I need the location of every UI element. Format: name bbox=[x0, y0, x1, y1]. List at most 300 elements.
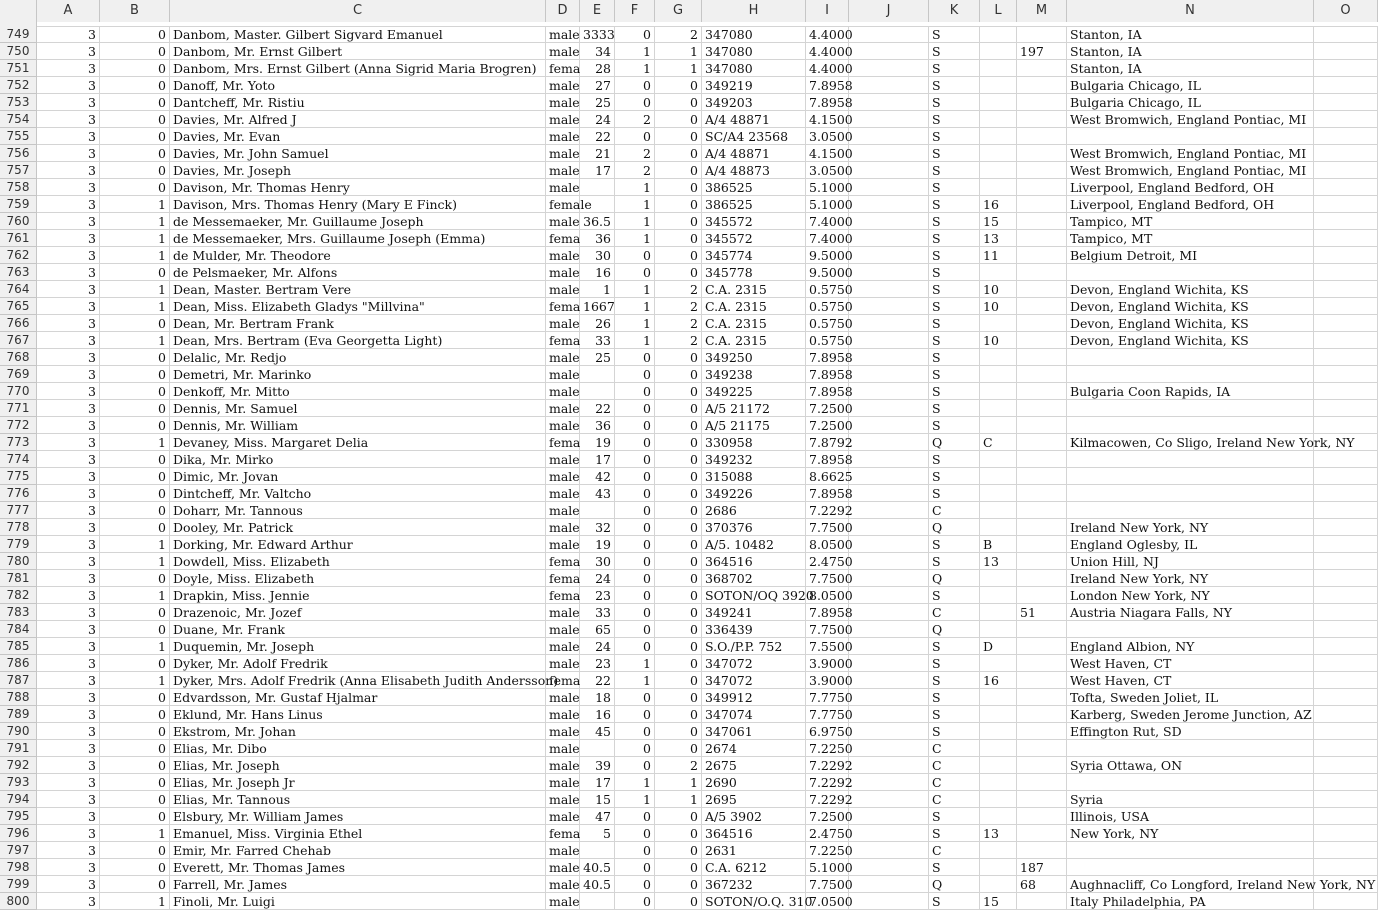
cell-m[interactable]: 68 bbox=[1017, 876, 1067, 893]
cell-d[interactable]: male bbox=[546, 349, 580, 366]
cell-j[interactable] bbox=[849, 451, 929, 468]
cell-f[interactable]: 0 bbox=[615, 570, 655, 587]
cell-f[interactable]: 0 bbox=[615, 247, 655, 264]
cell-b[interactable]: 0 bbox=[100, 791, 170, 808]
cell-e[interactable]: 30 bbox=[580, 247, 615, 264]
cell-j[interactable] bbox=[849, 536, 929, 553]
cell-h[interactable]: C.A. 2315 bbox=[702, 315, 806, 332]
cell-m[interactable] bbox=[1017, 264, 1067, 281]
column-header-g[interactable]: G bbox=[655, 0, 702, 22]
cell-m[interactable] bbox=[1017, 485, 1067, 502]
cell-k[interactable]: C bbox=[929, 791, 980, 808]
cell-l[interactable] bbox=[980, 842, 1017, 859]
cell-n[interactable]: West Bromwich, England Pontiac, MI bbox=[1067, 145, 1314, 162]
row-header[interactable]: 792 bbox=[0, 757, 37, 774]
cell-e[interactable]: 16 bbox=[580, 264, 615, 281]
cell-b[interactable]: 0 bbox=[100, 77, 170, 94]
cell-e[interactable]: 19 bbox=[580, 434, 615, 451]
cell-n[interactable]: Bulgaria Chicago, IL bbox=[1067, 77, 1314, 94]
cell-l[interactable]: 15 bbox=[980, 893, 1017, 910]
cell-c[interactable]: Davies, Mr. John Samuel bbox=[170, 145, 546, 162]
cell-l[interactable]: D bbox=[980, 638, 1017, 655]
cell-e[interactable]: 30 bbox=[580, 553, 615, 570]
cell-g[interactable]: 0 bbox=[655, 434, 702, 451]
cell-i[interactable]: 7.8958 bbox=[806, 366, 849, 383]
cell-n[interactable]: Stanton, IA bbox=[1067, 26, 1314, 43]
cell-k[interactable]: S bbox=[929, 893, 980, 910]
cell-b[interactable]: 0 bbox=[100, 162, 170, 179]
cell-a[interactable]: 3 bbox=[37, 604, 100, 621]
cell-m[interactable]: 187 bbox=[1017, 859, 1067, 876]
cell-f[interactable]: 2 bbox=[615, 145, 655, 162]
cell-d[interactable]: male bbox=[546, 604, 580, 621]
cell-i[interactable]: 7.0500 bbox=[806, 893, 849, 910]
cell-n[interactable]: West Haven, CT bbox=[1067, 672, 1314, 689]
cell-c[interactable]: Dyker, Mrs. Adolf Fredrik (Anna Elisabeth Judith Andersson) bbox=[170, 672, 546, 689]
cell-l[interactable] bbox=[980, 570, 1017, 587]
cell-k[interactable]: S bbox=[929, 553, 980, 570]
cell-g[interactable]: 2 bbox=[655, 281, 702, 298]
cell-c[interactable]: Emanuel, Miss. Virginia Ethel bbox=[170, 825, 546, 842]
cell-e[interactable]: 16 bbox=[580, 706, 615, 723]
cell-j[interactable] bbox=[849, 570, 929, 587]
cell-l[interactable] bbox=[980, 621, 1017, 638]
cell-n[interactable]: Liverpool, England Bedford, OH bbox=[1067, 196, 1314, 213]
cell-b[interactable]: 0 bbox=[100, 570, 170, 587]
cell-m[interactable] bbox=[1017, 145, 1067, 162]
cell-k[interactable]: Q bbox=[929, 570, 980, 587]
cell-g[interactable]: 0 bbox=[655, 485, 702, 502]
cell-b[interactable]: 0 bbox=[100, 757, 170, 774]
cell-l[interactable] bbox=[980, 502, 1017, 519]
row-header[interactable]: 768 bbox=[0, 349, 37, 366]
cell-o[interactable] bbox=[1314, 366, 1378, 383]
cell-m[interactable] bbox=[1017, 638, 1067, 655]
cell-l[interactable]: C bbox=[980, 434, 1017, 451]
row-header[interactable]: 785 bbox=[0, 638, 37, 655]
cell-e[interactable]: 24 bbox=[580, 111, 615, 128]
cell-b[interactable]: 0 bbox=[100, 315, 170, 332]
row-header[interactable]: 800 bbox=[0, 893, 37, 910]
cell-h[interactable]: 2631 bbox=[702, 842, 806, 859]
cell-b[interactable]: 0 bbox=[100, 26, 170, 43]
cell-g[interactable]: 2 bbox=[655, 26, 702, 43]
cell-d[interactable]: male bbox=[546, 791, 580, 808]
cell-a[interactable]: 3 bbox=[37, 655, 100, 672]
cell-i[interactable]: 5.1000 bbox=[806, 196, 849, 213]
cell-o[interactable] bbox=[1314, 349, 1378, 366]
cell-i[interactable]: 4.4000 bbox=[806, 43, 849, 60]
cell-g[interactable]: 0 bbox=[655, 111, 702, 128]
cell-f[interactable]: 1 bbox=[615, 196, 655, 213]
cell-n[interactable]: Devon, England Wichita, KS bbox=[1067, 298, 1314, 315]
cell-e[interactable]: 22 bbox=[580, 128, 615, 145]
cell-f[interactable]: 0 bbox=[615, 723, 655, 740]
cell-f[interactable]: 0 bbox=[615, 893, 655, 910]
cell-c[interactable]: Elias, Mr. Tannous bbox=[170, 791, 546, 808]
cell-b[interactable]: 0 bbox=[100, 842, 170, 859]
cell-l[interactable] bbox=[980, 876, 1017, 893]
cell-k[interactable]: S bbox=[929, 128, 980, 145]
cell-n[interactable]: New York, NY bbox=[1067, 825, 1314, 842]
cell-g[interactable]: 0 bbox=[655, 417, 702, 434]
cell-d[interactable]: female bbox=[546, 196, 580, 213]
cell-i[interactable]: 8.0500 bbox=[806, 587, 849, 604]
cell-d[interactable]: fema bbox=[546, 230, 580, 247]
cell-f[interactable]: 0 bbox=[615, 434, 655, 451]
cell-k[interactable]: S bbox=[929, 672, 980, 689]
cell-o[interactable] bbox=[1314, 655, 1378, 672]
cell-c[interactable]: Elias, Mr. Joseph Jr bbox=[170, 774, 546, 791]
cell-d[interactable]: male bbox=[546, 366, 580, 383]
cell-n[interactable] bbox=[1067, 621, 1314, 638]
cell-i[interactable]: 3.9000 bbox=[806, 672, 849, 689]
column-header-b[interactable]: B bbox=[100, 0, 170, 22]
cell-a[interactable]: 3 bbox=[37, 264, 100, 281]
cell-n[interactable]: Devon, England Wichita, KS bbox=[1067, 332, 1314, 349]
cell-l[interactable]: 11 bbox=[980, 247, 1017, 264]
row-header[interactable]: 782 bbox=[0, 587, 37, 604]
cell-i[interactable]: 7.2292 bbox=[806, 791, 849, 808]
cell-a[interactable]: 3 bbox=[37, 672, 100, 689]
cell-d[interactable]: male bbox=[546, 128, 580, 145]
cell-f[interactable]: 1 bbox=[615, 672, 655, 689]
cell-f[interactable]: 0 bbox=[615, 264, 655, 281]
cell-e[interactable]: 28 bbox=[580, 60, 615, 77]
cell-b[interactable]: 1 bbox=[100, 247, 170, 264]
cell-o[interactable] bbox=[1314, 26, 1378, 43]
cell-h[interactable]: 347080 bbox=[702, 43, 806, 60]
cell-l[interactable] bbox=[980, 791, 1017, 808]
cell-i[interactable]: 7.4000 bbox=[806, 213, 849, 230]
cell-n[interactable]: Devon, England Wichita, KS bbox=[1067, 281, 1314, 298]
cell-g[interactable]: 0 bbox=[655, 519, 702, 536]
cell-i[interactable]: 4.1500 bbox=[806, 145, 849, 162]
cell-h[interactable]: A/5. 10482 bbox=[702, 536, 806, 553]
cell-h[interactable]: C.A. 6212 bbox=[702, 859, 806, 876]
cell-f[interactable]: 1 bbox=[615, 230, 655, 247]
cell-d[interactable]: fema bbox=[546, 434, 580, 451]
column-header-j[interactable]: J bbox=[849, 0, 929, 22]
cell-g[interactable]: 0 bbox=[655, 128, 702, 145]
cell-b[interactable]: 1 bbox=[100, 536, 170, 553]
cell-k[interactable]: S bbox=[929, 315, 980, 332]
cell-f[interactable]: 0 bbox=[615, 366, 655, 383]
cell-d[interactable]: male bbox=[546, 145, 580, 162]
cell-n[interactable]: Tofta, Sweden Joliet, IL bbox=[1067, 689, 1314, 706]
cell-h[interactable]: SOTON/O.Q. 310 bbox=[702, 893, 806, 910]
cell-o[interactable] bbox=[1314, 485, 1378, 502]
cell-e[interactable]: 24 bbox=[580, 638, 615, 655]
cell-o[interactable] bbox=[1314, 536, 1378, 553]
row-header[interactable]: 780 bbox=[0, 553, 37, 570]
cell-d[interactable]: male bbox=[546, 247, 580, 264]
cell-d[interactable]: male bbox=[546, 621, 580, 638]
cell-j[interactable] bbox=[849, 791, 929, 808]
cell-b[interactable]: 0 bbox=[100, 740, 170, 757]
cell-i[interactable]: 7.8958 bbox=[806, 383, 849, 400]
cell-m[interactable] bbox=[1017, 315, 1067, 332]
cell-n[interactable]: Syria bbox=[1067, 791, 1314, 808]
cell-l[interactable] bbox=[980, 808, 1017, 825]
cell-i[interactable]: 4.1500 bbox=[806, 111, 849, 128]
cell-n[interactable]: Ireland New York, NY bbox=[1067, 519, 1314, 536]
cell-k[interactable]: S bbox=[929, 638, 980, 655]
cell-g[interactable]: 0 bbox=[655, 604, 702, 621]
cell-e[interactable]: 1667 bbox=[580, 298, 615, 315]
cell-m[interactable] bbox=[1017, 281, 1067, 298]
cell-e[interactable]: 22 bbox=[580, 672, 615, 689]
cell-d[interactable]: male bbox=[546, 808, 580, 825]
cell-a[interactable]: 3 bbox=[37, 43, 100, 60]
cell-g[interactable]: 0 bbox=[655, 162, 702, 179]
row-header[interactable]: 770 bbox=[0, 383, 37, 400]
cell-l[interactable]: 16 bbox=[980, 672, 1017, 689]
cell-k[interactable]: C bbox=[929, 502, 980, 519]
row-header[interactable]: 758 bbox=[0, 179, 37, 196]
cell-a[interactable]: 3 bbox=[37, 876, 100, 893]
row-header[interactable]: 765 bbox=[0, 298, 37, 315]
cell-l[interactable] bbox=[980, 604, 1017, 621]
cell-e[interactable]: 23 bbox=[580, 587, 615, 604]
cell-k[interactable]: S bbox=[929, 145, 980, 162]
cell-l[interactable]: 13 bbox=[980, 825, 1017, 842]
cell-a[interactable]: 3 bbox=[37, 553, 100, 570]
cell-h[interactable]: 347061 bbox=[702, 723, 806, 740]
cell-m[interactable] bbox=[1017, 621, 1067, 638]
cell-j[interactable] bbox=[849, 825, 929, 842]
row-header[interactable]: 752 bbox=[0, 77, 37, 94]
cell-e[interactable]: 39 bbox=[580, 757, 615, 774]
cell-n[interactable]: West Bromwich, England Pontiac, MI bbox=[1067, 111, 1314, 128]
cell-a[interactable]: 3 bbox=[37, 621, 100, 638]
cell-a[interactable]: 3 bbox=[37, 757, 100, 774]
cell-m[interactable] bbox=[1017, 893, 1067, 910]
cell-a[interactable]: 3 bbox=[37, 825, 100, 842]
cell-b[interactable]: 1 bbox=[100, 230, 170, 247]
cell-k[interactable]: S bbox=[929, 536, 980, 553]
cell-l[interactable]: 10 bbox=[980, 281, 1017, 298]
row-header[interactable]: 750 bbox=[0, 43, 37, 60]
cell-k[interactable]: Q bbox=[929, 876, 980, 893]
row-header[interactable]: 766 bbox=[0, 315, 37, 332]
cell-n[interactable]: Stanton, IA bbox=[1067, 60, 1314, 77]
cell-d[interactable]: male bbox=[546, 842, 580, 859]
cell-c[interactable]: Finoli, Mr. Luigi bbox=[170, 893, 546, 910]
cell-o[interactable] bbox=[1314, 791, 1378, 808]
cell-a[interactable]: 3 bbox=[37, 60, 100, 77]
cell-h[interactable]: 386525 bbox=[702, 196, 806, 213]
cell-k[interactable]: S bbox=[929, 808, 980, 825]
cell-e[interactable]: 17 bbox=[580, 451, 615, 468]
cell-b[interactable]: 0 bbox=[100, 519, 170, 536]
cell-m[interactable] bbox=[1017, 196, 1067, 213]
row-header[interactable]: 771 bbox=[0, 400, 37, 417]
column-header-h[interactable]: H bbox=[702, 0, 806, 22]
cell-l[interactable] bbox=[980, 723, 1017, 740]
cell-k[interactable]: S bbox=[929, 247, 980, 264]
cell-a[interactable]: 3 bbox=[37, 315, 100, 332]
cell-h[interactable]: 2686 bbox=[702, 502, 806, 519]
cell-k[interactable]: S bbox=[929, 587, 980, 604]
cell-d[interactable]: male bbox=[546, 26, 580, 43]
cell-f[interactable]: 0 bbox=[615, 128, 655, 145]
cell-g[interactable]: 0 bbox=[655, 706, 702, 723]
cell-i[interactable]: 7.8958 bbox=[806, 94, 849, 111]
cell-l[interactable] bbox=[980, 485, 1017, 502]
cell-d[interactable]: male bbox=[546, 893, 580, 910]
cell-f[interactable]: 0 bbox=[615, 825, 655, 842]
cell-h[interactable]: 349203 bbox=[702, 94, 806, 111]
cell-o[interactable] bbox=[1314, 145, 1378, 162]
cell-m[interactable] bbox=[1017, 332, 1067, 349]
cell-c[interactable]: Davison, Mrs. Thomas Henry (Mary E Finck) bbox=[170, 196, 546, 213]
cell-d[interactable]: male bbox=[546, 859, 580, 876]
cell-n[interactable] bbox=[1067, 400, 1314, 417]
cell-i[interactable]: 8.0500 bbox=[806, 536, 849, 553]
cell-f[interactable]: 0 bbox=[615, 400, 655, 417]
cell-o[interactable] bbox=[1314, 672, 1378, 689]
cell-e[interactable]: 17 bbox=[580, 162, 615, 179]
cell-m[interactable] bbox=[1017, 213, 1067, 230]
cell-i[interactable]: 7.7500 bbox=[806, 621, 849, 638]
cell-l[interactable] bbox=[980, 315, 1017, 332]
cell-g[interactable]: 0 bbox=[655, 876, 702, 893]
cell-d[interactable]: male bbox=[546, 264, 580, 281]
cell-f[interactable]: 0 bbox=[615, 638, 655, 655]
cell-m[interactable] bbox=[1017, 536, 1067, 553]
cell-h[interactable]: 349238 bbox=[702, 366, 806, 383]
cell-b[interactable]: 0 bbox=[100, 468, 170, 485]
cell-a[interactable]: 3 bbox=[37, 128, 100, 145]
cell-d[interactable]: male bbox=[546, 502, 580, 519]
cell-d[interactable]: male bbox=[546, 536, 580, 553]
cell-m[interactable] bbox=[1017, 60, 1067, 77]
cell-g[interactable]: 0 bbox=[655, 366, 702, 383]
cell-f[interactable]: 0 bbox=[615, 859, 655, 876]
row-header[interactable]: 764 bbox=[0, 281, 37, 298]
cell-g[interactable]: 1 bbox=[655, 791, 702, 808]
cell-f[interactable]: 0 bbox=[615, 417, 655, 434]
cell-a[interactable]: 3 bbox=[37, 740, 100, 757]
cell-l[interactable] bbox=[980, 264, 1017, 281]
cell-l[interactable] bbox=[980, 145, 1017, 162]
cell-g[interactable]: 2 bbox=[655, 332, 702, 349]
cell-i[interactable]: 7.2250 bbox=[806, 842, 849, 859]
cell-m[interactable] bbox=[1017, 774, 1067, 791]
cell-o[interactable] bbox=[1314, 298, 1378, 315]
cell-a[interactable]: 3 bbox=[37, 145, 100, 162]
cell-h[interactable]: 349226 bbox=[702, 485, 806, 502]
cell-e[interactable] bbox=[580, 893, 615, 910]
cell-i[interactable]: 9.5000 bbox=[806, 264, 849, 281]
cell-d[interactable]: male bbox=[546, 519, 580, 536]
cell-g[interactable]: 0 bbox=[655, 723, 702, 740]
cell-g[interactable]: 1 bbox=[655, 43, 702, 60]
cell-m[interactable] bbox=[1017, 842, 1067, 859]
cell-c[interactable]: Dowdell, Miss. Elizabeth bbox=[170, 553, 546, 570]
cell-b[interactable]: 1 bbox=[100, 825, 170, 842]
cell-h[interactable]: 349241 bbox=[702, 604, 806, 621]
cell-f[interactable]: 0 bbox=[615, 349, 655, 366]
cell-j[interactable] bbox=[849, 60, 929, 77]
cell-a[interactable]: 3 bbox=[37, 400, 100, 417]
cell-m[interactable] bbox=[1017, 825, 1067, 842]
cell-k[interactable]: S bbox=[929, 43, 980, 60]
cell-o[interactable] bbox=[1314, 111, 1378, 128]
cell-j[interactable] bbox=[849, 859, 929, 876]
cell-h[interactable]: 345572 bbox=[702, 230, 806, 247]
cell-o[interactable] bbox=[1314, 264, 1378, 281]
cell-l[interactable] bbox=[980, 468, 1017, 485]
cell-a[interactable]: 3 bbox=[37, 26, 100, 43]
cell-a[interactable]: 3 bbox=[37, 213, 100, 230]
cell-d[interactable]: male bbox=[546, 706, 580, 723]
cell-d[interactable]: male bbox=[546, 485, 580, 502]
cell-l[interactable]: 10 bbox=[980, 332, 1017, 349]
cell-h[interactable]: S.O./P.P. 752 bbox=[702, 638, 806, 655]
cell-j[interactable] bbox=[849, 281, 929, 298]
cell-i[interactable]: 8.6625 bbox=[806, 468, 849, 485]
column-header-i[interactable]: I bbox=[806, 0, 849, 22]
cell-o[interactable] bbox=[1314, 893, 1378, 910]
cell-k[interactable]: C bbox=[929, 842, 980, 859]
cell-h[interactable]: C.A. 2315 bbox=[702, 298, 806, 315]
cell-i[interactable]: 0.5750 bbox=[806, 332, 849, 349]
cell-k[interactable]: S bbox=[929, 26, 980, 43]
cell-h[interactable]: 345778 bbox=[702, 264, 806, 281]
cell-e[interactable] bbox=[580, 366, 615, 383]
cell-g[interactable]: 0 bbox=[655, 77, 702, 94]
cell-o[interactable] bbox=[1314, 434, 1378, 451]
cell-g[interactable]: 2 bbox=[655, 315, 702, 332]
cell-m[interactable] bbox=[1017, 417, 1067, 434]
cell-h[interactable]: A/4 48873 bbox=[702, 162, 806, 179]
cell-h[interactable]: 345572 bbox=[702, 213, 806, 230]
cell-m[interactable] bbox=[1017, 434, 1067, 451]
cell-k[interactable]: S bbox=[929, 281, 980, 298]
cell-j[interactable] bbox=[849, 893, 929, 910]
cell-l[interactable] bbox=[980, 655, 1017, 672]
cell-f[interactable]: 1 bbox=[615, 298, 655, 315]
cell-m[interactable] bbox=[1017, 383, 1067, 400]
cell-l[interactable] bbox=[980, 774, 1017, 791]
cell-j[interactable] bbox=[849, 706, 929, 723]
cell-n[interactable]: Liverpool, England Bedford, OH bbox=[1067, 179, 1314, 196]
cell-g[interactable]: 0 bbox=[655, 536, 702, 553]
row-header[interactable]: 781 bbox=[0, 570, 37, 587]
cell-d[interactable]: male bbox=[546, 876, 580, 893]
cell-b[interactable]: 1 bbox=[100, 672, 170, 689]
cell-o[interactable] bbox=[1314, 621, 1378, 638]
cell-j[interactable] bbox=[849, 689, 929, 706]
cell-g[interactable]: 0 bbox=[655, 400, 702, 417]
cell-o[interactable] bbox=[1314, 400, 1378, 417]
cell-e[interactable]: 32 bbox=[580, 519, 615, 536]
cell-a[interactable]: 3 bbox=[37, 502, 100, 519]
cell-c[interactable]: Danbom, Mr. Ernst Gilbert bbox=[170, 43, 546, 60]
cell-i[interactable]: 7.2500 bbox=[806, 400, 849, 417]
cell-h[interactable]: C.A. 2315 bbox=[702, 281, 806, 298]
cell-c[interactable]: Duquemin, Mr. Joseph bbox=[170, 638, 546, 655]
cell-a[interactable]: 3 bbox=[37, 383, 100, 400]
cell-h[interactable]: 347074 bbox=[702, 706, 806, 723]
cell-i[interactable]: 6.9750 bbox=[806, 723, 849, 740]
cell-f[interactable]: 0 bbox=[615, 842, 655, 859]
cell-i[interactable]: 7.8958 bbox=[806, 77, 849, 94]
cell-j[interactable] bbox=[849, 315, 929, 332]
cell-a[interactable]: 3 bbox=[37, 519, 100, 536]
